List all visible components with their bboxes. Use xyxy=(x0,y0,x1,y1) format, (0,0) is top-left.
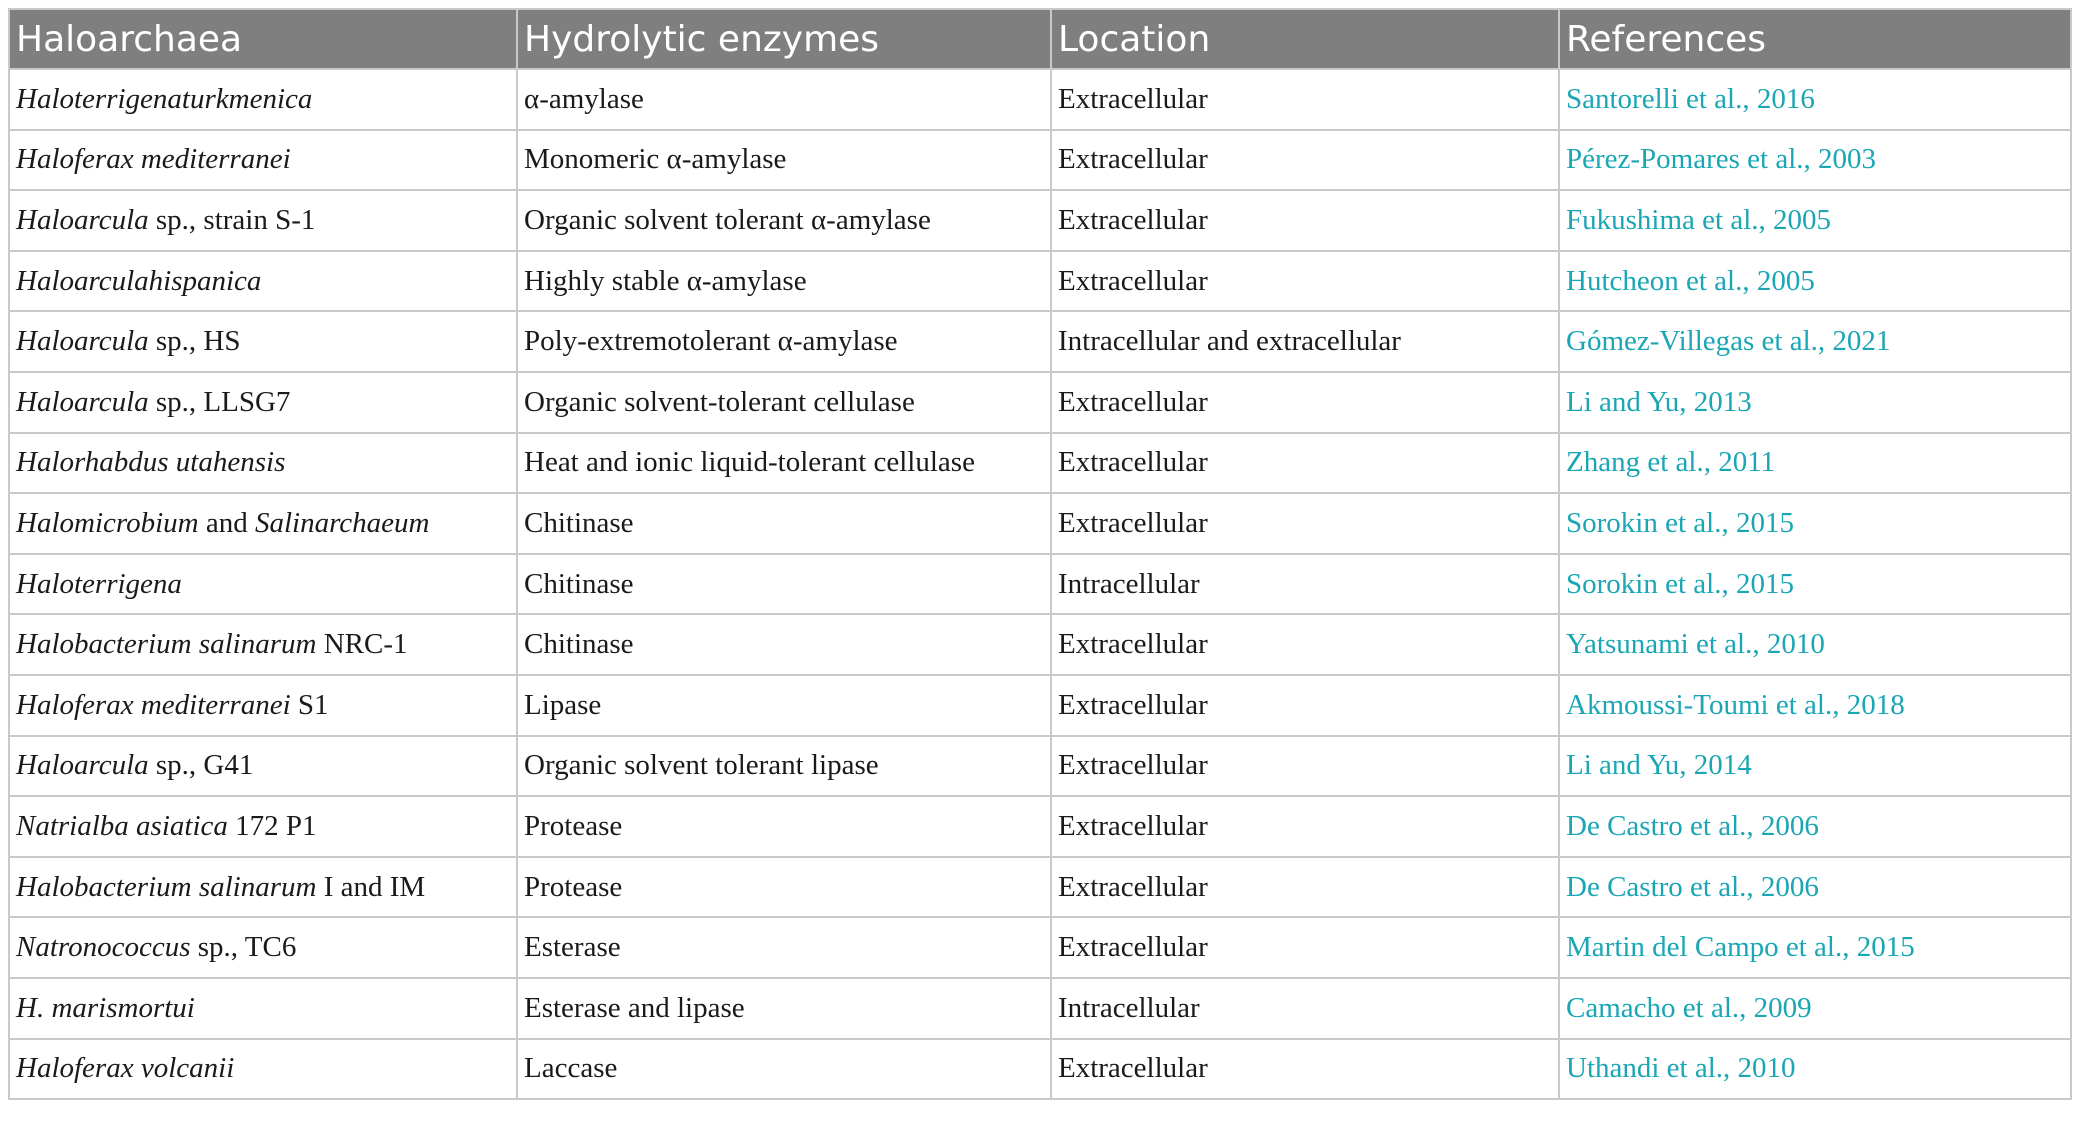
enzyme-cell: Poly-extremotolerant α-amylase xyxy=(517,311,1051,372)
reference-cell xyxy=(1559,857,2071,918)
organism-cell xyxy=(9,433,517,494)
reference-authors-link[interactable]: Fukushima et al., xyxy=(1566,203,1766,236)
location-cell: Intracellular xyxy=(1051,554,1559,615)
organism-cell xyxy=(9,917,517,978)
reference-year-link[interactable]: 2015 xyxy=(1735,506,1794,539)
header-references: References xyxy=(1559,9,2071,69)
reference-year-link[interactable]: 2011 xyxy=(1718,446,1776,479)
reference-cell xyxy=(1559,190,2071,251)
enzyme-cell: Laccase xyxy=(517,1039,1051,1100)
organism-name-suffix: sp., G41 xyxy=(148,749,254,782)
reference-authors-link[interactable]: Li and Yu, xyxy=(1566,749,1687,782)
organism-cell xyxy=(9,130,517,191)
reference-authors-link[interactable]: Sorokin et al., xyxy=(1566,506,1729,539)
organism-name-italic: Haloarcula xyxy=(16,749,149,782)
table-row xyxy=(9,311,2071,372)
reference-year-link[interactable]: 2015 xyxy=(1735,567,1794,600)
table-row xyxy=(9,130,2071,191)
table-container xyxy=(8,8,2072,1100)
reference-cell xyxy=(1559,130,2071,191)
reference-cell xyxy=(1559,69,2071,130)
reference-year-link[interactable]: 2018 xyxy=(1846,688,1905,721)
organism-name-italic: Haloterrigenaturkmenica xyxy=(16,82,313,115)
organism-name-italic-2: Salinarchaeum xyxy=(254,506,430,539)
reference-year-link[interactable]: 2016 xyxy=(1756,82,1815,115)
enzyme-cell: Highly stable α-amylase xyxy=(517,251,1051,312)
organism-name-suffix: sp., HS xyxy=(148,325,241,358)
organism-cell xyxy=(9,311,517,372)
reference-cell xyxy=(1559,311,2071,372)
organism-name-italic: Haloarculahispanica xyxy=(16,264,262,297)
reference-year-link[interactable]: 2010 xyxy=(1766,628,1825,661)
organism-name-italic: Haloarcula xyxy=(16,385,149,418)
reference-authors-link[interactable]: Zhang et al., xyxy=(1566,446,1711,479)
reference-authors-link[interactable]: Uthandi et al., xyxy=(1566,1052,1731,1085)
organism-name-suffix: I and IM xyxy=(316,870,426,903)
reference-year-link[interactable]: 2010 xyxy=(1737,1052,1796,1085)
table-row xyxy=(9,190,2071,251)
enzyme-cell: Lipase xyxy=(517,675,1051,736)
table-row xyxy=(9,493,2071,554)
reference-cell xyxy=(1559,372,2071,433)
reference-cell xyxy=(1559,251,2071,312)
location-cell: Intracellular and extracellular xyxy=(1051,311,1559,372)
location-cell: Intracellular xyxy=(1051,978,1559,1039)
organism-cell xyxy=(9,978,517,1039)
enzyme-cell: Organic solvent tolerant α-amylase xyxy=(517,190,1051,251)
reference-year-link[interactable]: 2006 xyxy=(1760,809,1819,842)
reference-year-link[interactable]: 2003 xyxy=(1818,143,1877,176)
location-cell: Extracellular xyxy=(1051,1039,1559,1100)
reference-cell xyxy=(1559,614,2071,675)
organism-name-suffix: sp., TC6 xyxy=(190,931,297,964)
organism-name-italic: H. marismortui xyxy=(16,991,195,1024)
reference-authors-link[interactable]: De Castro et al., xyxy=(1566,870,1754,903)
organism-name-italic: Haloarcula xyxy=(16,325,149,358)
location-cell: Extracellular xyxy=(1051,917,1559,978)
organism-name-italic: Halorhabdus utahensis xyxy=(16,446,286,479)
reference-year-link[interactable]: 2005 xyxy=(1773,203,1832,236)
reference-authors-link[interactable]: Sorokin et al., xyxy=(1566,567,1729,600)
enzyme-cell: Organic solvent tolerant lipase xyxy=(517,736,1051,797)
organism-cell xyxy=(9,614,517,675)
reference-year-link[interactable]: 2021 xyxy=(1832,325,1891,358)
table-row xyxy=(9,251,2071,312)
reference-cell xyxy=(1559,675,2071,736)
organism-name-italic: Natrialba asiatica xyxy=(16,809,228,842)
reference-authors-link[interactable]: De Castro et al., xyxy=(1566,809,1754,842)
organism-cell xyxy=(9,251,517,312)
organism-name-italic: Halomicrobium xyxy=(16,506,199,539)
reference-year-link[interactable]: 2013 xyxy=(1693,385,1752,418)
reference-year-link[interactable]: 2014 xyxy=(1693,749,1752,782)
reference-authors-link[interactable]: Li and Yu, xyxy=(1566,385,1687,418)
enzyme-cell: Esterase and lipase xyxy=(517,978,1051,1039)
reference-authors-link[interactable]: Hutcheon et al., xyxy=(1566,264,1750,297)
reference-cell xyxy=(1559,917,2071,978)
reference-year-link[interactable]: 2009 xyxy=(1753,991,1812,1024)
table-row xyxy=(9,978,2071,1039)
reference-cell xyxy=(1559,433,2071,494)
organism-cell xyxy=(9,190,517,251)
reference-cell xyxy=(1559,1039,2071,1100)
enzyme-cell: Heat and ionic liquid-tolerant cellulase xyxy=(517,433,1051,494)
reference-authors-link[interactable]: Akmoussi-Toumi et al., xyxy=(1566,688,1840,721)
organism-name-italic: Halobacterium salinarum xyxy=(16,870,317,903)
enzyme-cell: Protease xyxy=(517,796,1051,857)
header-row xyxy=(9,9,2071,69)
reference-authors-link[interactable]: Gómez-Villegas et al., xyxy=(1566,325,1826,358)
enzyme-cell: Chitinase xyxy=(517,493,1051,554)
organism-name-italic: Halobacterium salinarum xyxy=(16,628,317,661)
reference-cell xyxy=(1559,736,2071,797)
organism-cell xyxy=(9,796,517,857)
organism-cell xyxy=(9,69,517,130)
organism-cell xyxy=(9,554,517,615)
enzyme-cell: Esterase xyxy=(517,917,1051,978)
organism-name-italic: Haloterrigena xyxy=(16,567,182,600)
location-cell: Extracellular xyxy=(1051,190,1559,251)
header-haloarchaea: Haloarchaea xyxy=(9,9,517,69)
organism-name-suffix: sp., LLSG7 xyxy=(148,385,291,418)
location-cell: Extracellular xyxy=(1051,857,1559,918)
table-row xyxy=(9,372,2071,433)
table-row xyxy=(9,736,2071,797)
table-row xyxy=(9,554,2071,615)
table-row xyxy=(9,1039,2071,1100)
location-cell: Extracellular xyxy=(1051,493,1559,554)
organism-name-italic: Haloarcula xyxy=(16,203,149,236)
reference-authors-link[interactable]: Martin del Campo et al., xyxy=(1566,931,1850,964)
organism-cell xyxy=(9,675,517,736)
location-cell: Extracellular xyxy=(1051,796,1559,857)
organism-name-italic: Haloferax mediterranei xyxy=(16,688,291,721)
table-row xyxy=(9,796,2071,857)
organism-name-suffix: 172 P1 xyxy=(227,809,317,842)
organism-name-italic: Haloferax mediterranei xyxy=(16,143,291,176)
reference-cell xyxy=(1559,978,2071,1039)
haloarchaea-enzymes-table xyxy=(8,8,2072,1100)
organism-cell xyxy=(9,1039,517,1100)
location-cell: Extracellular xyxy=(1051,614,1559,675)
enzyme-cell: Monomeric α-amylase xyxy=(517,130,1051,191)
location-cell: Extracellular xyxy=(1051,372,1559,433)
enzyme-cell: Chitinase xyxy=(517,554,1051,615)
organism-cell xyxy=(9,493,517,554)
organism-name-suffix: sp., strain S-1 xyxy=(148,203,316,236)
table-header xyxy=(9,9,2071,69)
reference-year-link[interactable]: 2005 xyxy=(1756,264,1815,297)
table-row xyxy=(9,675,2071,736)
location-cell: Extracellular xyxy=(1051,675,1559,736)
reference-authors-link[interactable]: Santorelli et al., xyxy=(1566,82,1750,115)
header-hydrolytic-enzymes: Hydrolytic enzymes xyxy=(517,9,1051,69)
table-row xyxy=(9,69,2071,130)
reference-authors-link[interactable]: Yatsunami et al., xyxy=(1566,628,1760,661)
location-cell: Extracellular xyxy=(1051,69,1559,130)
organism-name-suffix: NRC-1 xyxy=(316,628,408,661)
enzyme-cell: Protease xyxy=(517,857,1051,918)
organism-cell xyxy=(9,857,517,918)
organism-cell xyxy=(9,736,517,797)
location-cell: Extracellular xyxy=(1051,130,1559,191)
organism-name-suffix: and xyxy=(198,506,255,539)
header-location: Location xyxy=(1051,9,1559,69)
reference-year-link[interactable]: 2015 xyxy=(1856,931,1915,964)
reference-authors-link[interactable]: Pérez-Pomares et al., xyxy=(1566,143,1811,176)
table-body xyxy=(9,69,2071,1099)
enzyme-cell: Chitinase xyxy=(517,614,1051,675)
organism-name-italic: Natronococcus xyxy=(16,931,191,964)
organism-name-suffix: S1 xyxy=(290,688,329,721)
organism-name-italic: Haloferax volcanii xyxy=(16,1052,235,1085)
location-cell: Extracellular xyxy=(1051,736,1559,797)
table-row xyxy=(9,433,2071,494)
reference-cell xyxy=(1559,493,2071,554)
table-row xyxy=(9,614,2071,675)
organism-cell xyxy=(9,372,517,433)
location-cell: Extracellular xyxy=(1051,251,1559,312)
location-cell: Extracellular xyxy=(1051,433,1559,494)
reference-year-link[interactable]: 2006 xyxy=(1760,870,1819,903)
table-row xyxy=(9,857,2071,918)
table-row xyxy=(9,917,2071,978)
enzyme-cell: α-amylase xyxy=(517,69,1051,130)
enzyme-cell: Organic solvent-tolerant cellulase xyxy=(517,372,1051,433)
reference-cell xyxy=(1559,796,2071,857)
reference-authors-link[interactable]: Camacho et al., xyxy=(1566,991,1747,1024)
reference-cell xyxy=(1559,554,2071,615)
